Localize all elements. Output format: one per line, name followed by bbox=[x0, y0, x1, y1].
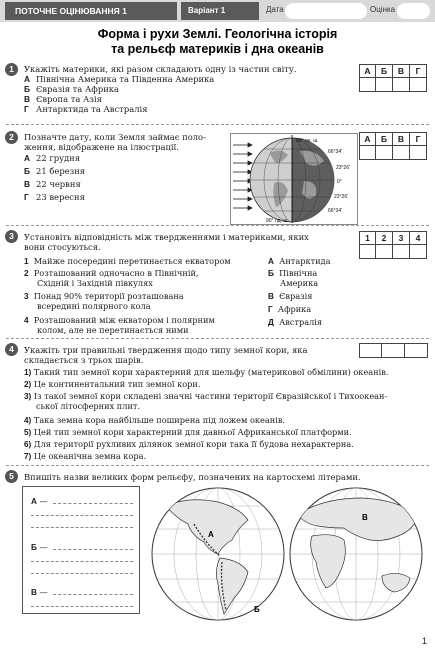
label-south-pole: 90° пд. ш. bbox=[266, 218, 289, 224]
statement-text: Така земна кора найбільше поширена під ложем океанів. bbox=[33, 415, 286, 425]
blank-letter: Б bbox=[31, 543, 37, 552]
question-2-text: ження, відображене на ілюстрації. bbox=[24, 142, 179, 152]
variant-label: Варіант 1 bbox=[181, 2, 259, 20]
statement-number: 2 bbox=[24, 269, 29, 278]
question-3 bbox=[24, 232, 309, 252]
question-2 bbox=[24, 132, 206, 202]
statement-text: Понад 90% території розташована bbox=[33, 291, 184, 301]
question-3-text: вони стосуються. bbox=[24, 242, 101, 252]
statement-text: ської літосферних плит. bbox=[36, 401, 141, 411]
continent-name: Антарктида bbox=[279, 256, 331, 266]
option-text[interactable]: Євразія та Африка bbox=[36, 84, 120, 94]
map-letter-v: В bbox=[362, 513, 368, 522]
page-number: 1 bbox=[421, 636, 427, 646]
question-5-number: 5 bbox=[5, 470, 18, 483]
answer-box[interactable] bbox=[376, 146, 393, 160]
answer-box[interactable] bbox=[410, 245, 427, 259]
answer-grid-3[interactable] bbox=[359, 231, 427, 259]
answer-box[interactable] bbox=[393, 78, 410, 92]
answer-cell: Г bbox=[410, 64, 427, 78]
option-letter: В bbox=[24, 94, 31, 104]
question-4-text: Укажіть три правильні твердження щодо типу земної кори, яка bbox=[24, 345, 308, 355]
grade-field[interactable] bbox=[397, 3, 430, 19]
date-label: Дата bbox=[266, 5, 284, 14]
answer-cell: В bbox=[393, 132, 410, 146]
header-bar bbox=[0, 0, 435, 22]
globe-illumination-illustration bbox=[230, 133, 358, 225]
answer-box[interactable] bbox=[393, 245, 410, 259]
test-title: ПОТОЧНЕ ОЦІНЮВАННЯ 1 bbox=[5, 2, 177, 20]
question-3-number: 3 bbox=[5, 230, 18, 243]
question-5-text: Впишіть назви великих форм рельєфу, позначених на картосхемі літерами. bbox=[24, 472, 361, 482]
question-2-text: Позначте дату, коли Земля займає поло- bbox=[24, 132, 206, 142]
divider bbox=[6, 465, 429, 466]
answer-cell: 4 bbox=[410, 231, 427, 245]
title-line-2: та рельєф материків і дна океанів bbox=[111, 42, 324, 56]
statement-text: Розташований одночасно в Північній, bbox=[33, 268, 199, 278]
option-letter: Г bbox=[24, 104, 29, 114]
answer-cell: В bbox=[393, 64, 410, 78]
statement-text: Майже посередині перетинається екватором bbox=[33, 256, 231, 266]
answer-cell: 2 bbox=[376, 231, 393, 245]
statement-number: 3 bbox=[24, 292, 29, 301]
label-tropic-south: 23°26' bbox=[334, 194, 349, 200]
statement-text: Для території рухливих ділянок земної кори така її будова нехарактерна. bbox=[33, 439, 354, 449]
option-letter: В bbox=[24, 179, 31, 189]
answer-blank-panel: А — Б — В — bbox=[22, 486, 140, 614]
option-text[interactable]: Антарктида та Австралія bbox=[36, 104, 148, 114]
answer-cell: Б bbox=[376, 132, 393, 146]
statement-number: 1) bbox=[24, 368, 32, 377]
blank-letter: А bbox=[31, 497, 37, 506]
continent-name: Америка bbox=[280, 278, 319, 288]
continent-letter: В bbox=[268, 292, 274, 301]
answer-cell: А bbox=[359, 64, 376, 78]
statement-number: 2) bbox=[24, 380, 32, 389]
statement-text: Із такої земної кори складені значні частини території Євразійської і Тихоокеан- bbox=[33, 391, 388, 401]
question-1-number: 1 bbox=[5, 63, 18, 76]
continent-letter: Д bbox=[268, 318, 274, 327]
answer-grid-2[interactable] bbox=[359, 132, 427, 160]
answer-box[interactable] bbox=[359, 343, 382, 358]
date-field[interactable] bbox=[285, 3, 367, 19]
statement-number: 5) bbox=[24, 428, 32, 437]
option-text[interactable]: 23 вересня bbox=[36, 192, 85, 202]
answer-box[interactable] bbox=[359, 146, 376, 160]
hemispheres-map bbox=[148, 484, 428, 624]
map-letter-b: Б bbox=[254, 605, 260, 614]
option-text[interactable]: Північна Америка та Південна Америка bbox=[36, 74, 215, 84]
statement-text: колом, але не перетинається ними bbox=[37, 325, 189, 335]
statement-number: 3) bbox=[24, 392, 32, 401]
answer-box[interactable] bbox=[376, 245, 393, 259]
option-letter: А bbox=[24, 74, 31, 84]
statement-text: всередині полярного кола bbox=[37, 301, 151, 311]
question-4-text: складається з трьох шарів. bbox=[24, 355, 144, 365]
answer-cell: Б bbox=[376, 64, 393, 78]
continent-letter: Г bbox=[268, 305, 273, 314]
answer-box[interactable] bbox=[410, 78, 427, 92]
option-text[interactable]: 21 березня bbox=[36, 166, 86, 176]
answer-box[interactable] bbox=[410, 146, 427, 160]
option-letter: Г bbox=[24, 192, 29, 202]
continent-name: Австралія bbox=[279, 317, 323, 327]
divider bbox=[6, 124, 429, 125]
question-1-text: Укажіть материки, які разом складають одну із частин світу. bbox=[24, 64, 297, 74]
label-arctic-circle: 66°34' bbox=[328, 149, 343, 155]
answer-grid-4[interactable] bbox=[359, 343, 428, 358]
statement-number: 4) bbox=[24, 416, 32, 425]
answer-grid-1[interactable] bbox=[359, 64, 427, 92]
statement-number: 1 bbox=[24, 257, 29, 266]
answer-box[interactable] bbox=[376, 78, 393, 92]
continent-letter: Б bbox=[268, 269, 274, 278]
option-text[interactable]: 22 червня bbox=[36, 179, 81, 189]
page-title bbox=[30, 27, 405, 57]
answer-cell: 1 bbox=[359, 231, 376, 245]
label-antarctic-circle: 66°34' bbox=[328, 208, 343, 214]
answer-cell: Г bbox=[410, 132, 427, 146]
statement-number: 6) bbox=[24, 440, 32, 449]
answer-cell: А bbox=[359, 132, 376, 146]
continent-name: Африка bbox=[277, 304, 312, 314]
question-3-text: Установіть відповідність між твердженнями і материками, яких bbox=[24, 232, 309, 242]
statement-text: Це океанічна земна кора. bbox=[33, 451, 147, 461]
question-1 bbox=[24, 64, 297, 114]
question-4-number: 4 bbox=[5, 343, 18, 356]
statement-number: 4 bbox=[24, 316, 29, 325]
continent-name: Євразія bbox=[279, 291, 313, 301]
continent-name: Північна bbox=[279, 268, 318, 278]
option-letter: Б bbox=[24, 84, 31, 94]
answer-box[interactable] bbox=[405, 343, 428, 358]
label-equator: 0° bbox=[337, 179, 342, 185]
answer-box[interactable] bbox=[393, 146, 410, 160]
question-5 bbox=[24, 472, 361, 482]
blank-letter: В bbox=[31, 588, 37, 597]
option-text[interactable]: Європа та Азія bbox=[36, 94, 102, 104]
answer-box[interactable] bbox=[382, 343, 405, 358]
grade-label: Оцінка bbox=[370, 5, 396, 14]
option-text[interactable]: 22 грудня bbox=[36, 153, 81, 163]
continent-letter: А bbox=[268, 257, 274, 266]
divider bbox=[6, 338, 429, 339]
answer-cell: 3 bbox=[393, 231, 410, 245]
label-tropic-north: 23°26' bbox=[336, 165, 351, 171]
option-letter: А bbox=[24, 153, 31, 163]
statement-text: Розташований між екватором і полярним bbox=[33, 315, 215, 325]
question-4 bbox=[24, 345, 308, 365]
divider bbox=[6, 225, 429, 226]
statement-number: 7) bbox=[24, 452, 32, 461]
statement-text: Такий тип земної кори характерний для шельфу (материкової обмілини) океанів. bbox=[33, 367, 389, 377]
label-north-pole: 90° пн. ш. bbox=[296, 138, 319, 144]
answer-box[interactable] bbox=[359, 245, 376, 259]
title-line-1: Форма і рухи Землі. Геологічна історія bbox=[97, 27, 338, 41]
question-2-number: 2 bbox=[5, 131, 18, 144]
statement-text: Цей тип земної кори характерний для давньої Африканської платформи. bbox=[33, 427, 352, 437]
option-letter: Б bbox=[24, 166, 31, 176]
answer-box[interactable] bbox=[359, 78, 376, 92]
map-letter-a: А bbox=[208, 530, 214, 539]
statement-text: Східній і Західній півкулях bbox=[37, 278, 153, 288]
statement-text: Це континентальний тип земної кори. bbox=[33, 379, 201, 389]
